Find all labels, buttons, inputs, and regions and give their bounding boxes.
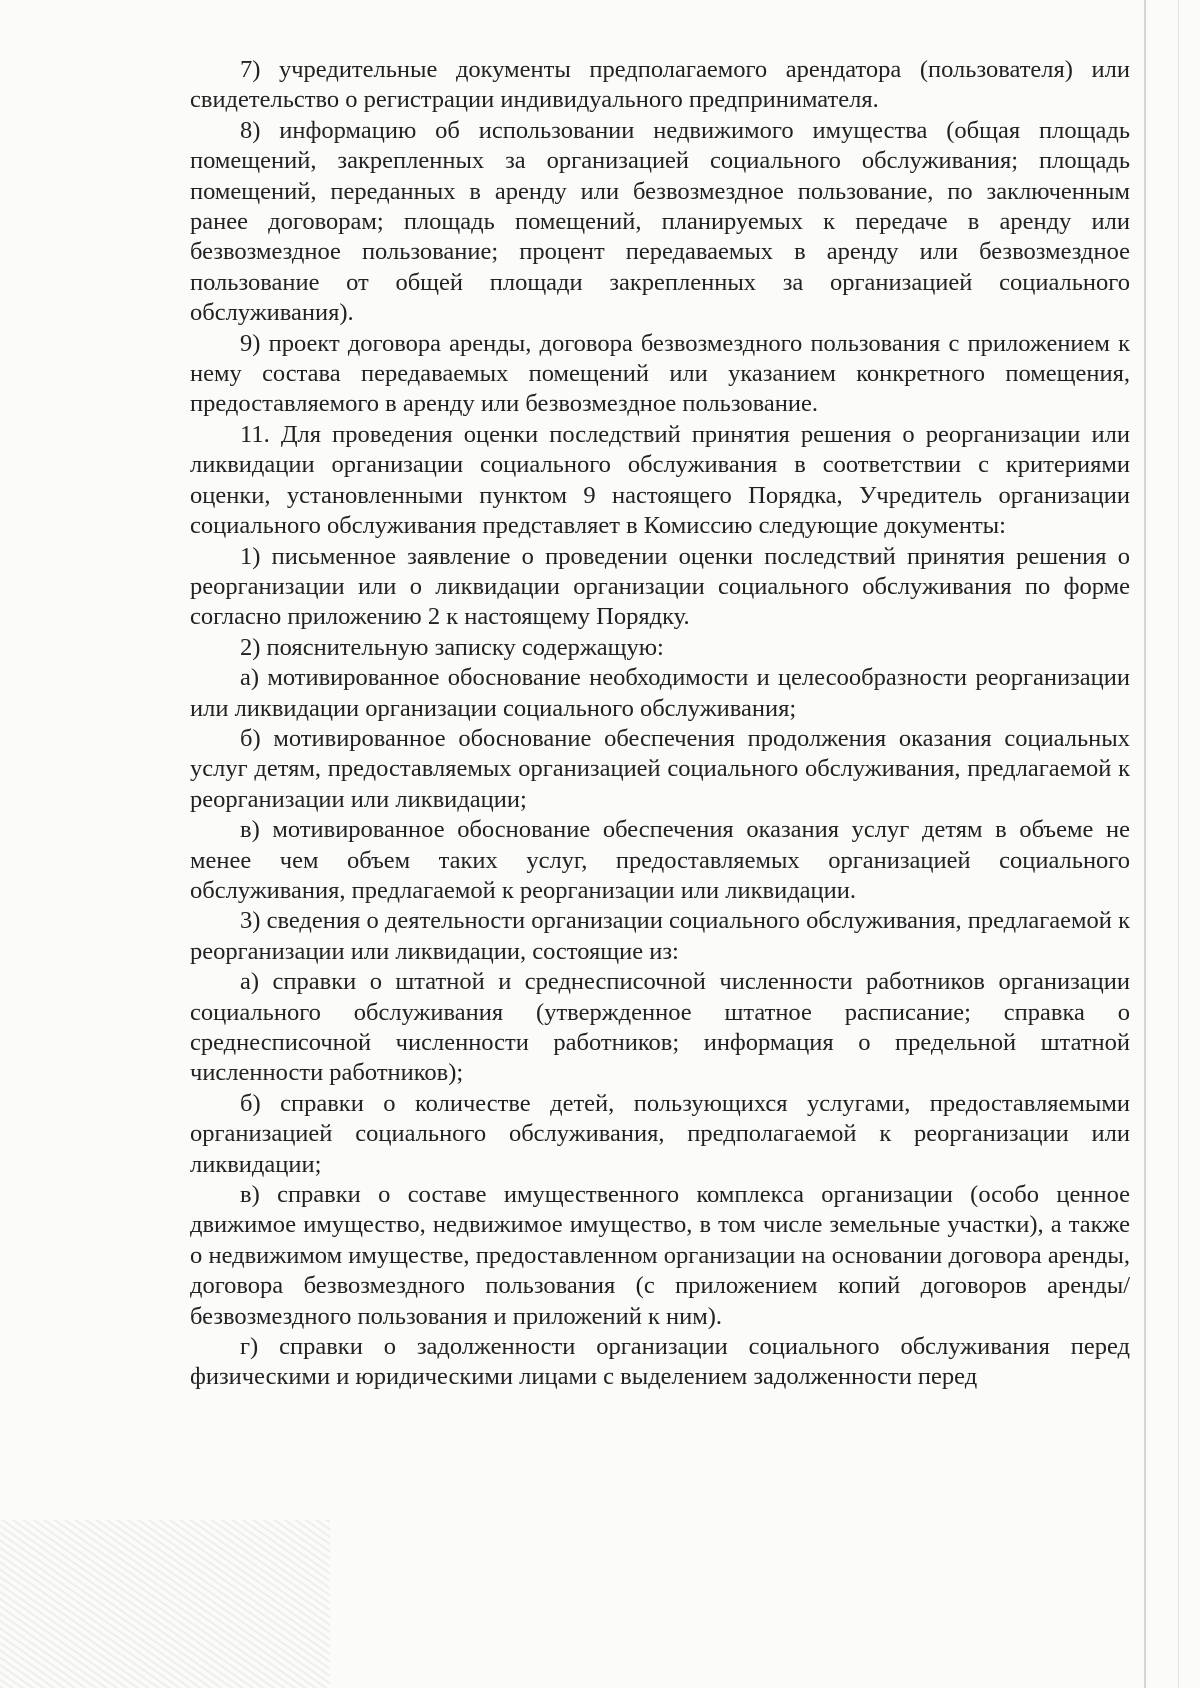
paragraph-subitem-b: б) мотивированное обоснование обеспечения продолжения оказания социальных услуг детям, предоставляемых организацией социального обслуживания, предлагаемой к реорганизации или ликвидации; xyxy=(190,724,1130,813)
scan-edge-line xyxy=(1178,0,1179,1688)
paragraph-subitem-g: г) справки о задолженности организации социального обслуживания перед физическими и юридическими лицами с выделением задолженности перед xyxy=(190,1333,1130,1391)
paragraph-item-8: 8) информацию об использовании недвижимого имущества (общая площадь помещений, закрепленных за организацией социального обслуживания; площадь помещений, переданных в аренду или безвозмездное пользование, по заключенным ранее договорам; площадь помещений, планируемых к передаче в аренду или безвозмездное пользование; процент передаваемых в аренду или безвозмездное пользование от общей площади закрепленных за организацией социального обслуживания). xyxy=(190,116,1130,327)
paragraph-item-7: 7) учредительные документы предполагаемого арендатора (пользователя) или свидетельство о регистрации индивидуального предпринимателя. xyxy=(190,56,1130,114)
paragraph-item-2: 2) пояснительную записку содержащую: xyxy=(240,633,664,661)
paragraph-subitem-a: а) справки о штатной и среднесписочной численности работников организации социального обслуживания (утвержденное штатное расписание; справка о среднесписочной численности работников; информация о предельной штатной численности работников); xyxy=(190,968,1130,1087)
paragraph-item-9: 9) проект договора аренды, договора безвозмездного пользования с приложением к нему состава передаваемых помещений или указанием конкретного помещения, предоставляемого в аренду или безвозмездное пользование. xyxy=(190,329,1130,418)
scan-edge-line xyxy=(1144,0,1146,1688)
paragraph-subitem-a: а) мотивированное обоснование необходимости и целесообразности реорганизации или ликвидации организации социального обслуживания; xyxy=(190,664,1130,722)
paragraph-subitem-v: в) справки о составе имущественного комплекса организации (особо ценное движимое имущество, недвижимое имущество, в том числе земельные участки), а также о недвижимом имуществе, предоставленном организации на основании договора аренды, договора безвозмездного пользования (с приложением копий договоров аренды/безвозмездного пользования и приложений к ним). xyxy=(190,1181,1130,1330)
paragraph-item-3: 3) сведения о деятельности организации социального обслуживания, предлагаемой к реорганизации или ликвидации, состоящие из: xyxy=(190,907,1130,965)
paragraph-item-1: 1) письменное заявление о проведении оценки последствий принятия решения о реорганизации или о ликвидации организации социального обслуживания по форме согласно приложению 2 к настоящему Порядку. xyxy=(190,542,1130,631)
scan-noise xyxy=(0,1520,330,1688)
paragraph-subitem-b: б) справки о количестве детей, пользующихся услугами, предоставляемыми организацией социального обслуживания, предполагаемой к реорганизации или ликвидации; xyxy=(190,1089,1130,1178)
paragraph-section-11: 11. Для проведения оценки последствий принятия решения о реорганизации или ликвидации организации социального обслуживания в соответствии с критериями оценки, установленными пунктом 9 настоящего Порядка, Учредитель организации социального обслуживания представляет в Комиссию следующие документы: xyxy=(190,420,1130,540)
paragraph-subitem-v: в) мотивированное обоснование обеспечения оказания услуг детям в объеме не менее чем объем таких услуг, предоставляемых организацией социального обслуживания, предлагаемой к реорганизации или ликвидации. xyxy=(190,816,1130,904)
document-body xyxy=(190,55,1130,1393)
